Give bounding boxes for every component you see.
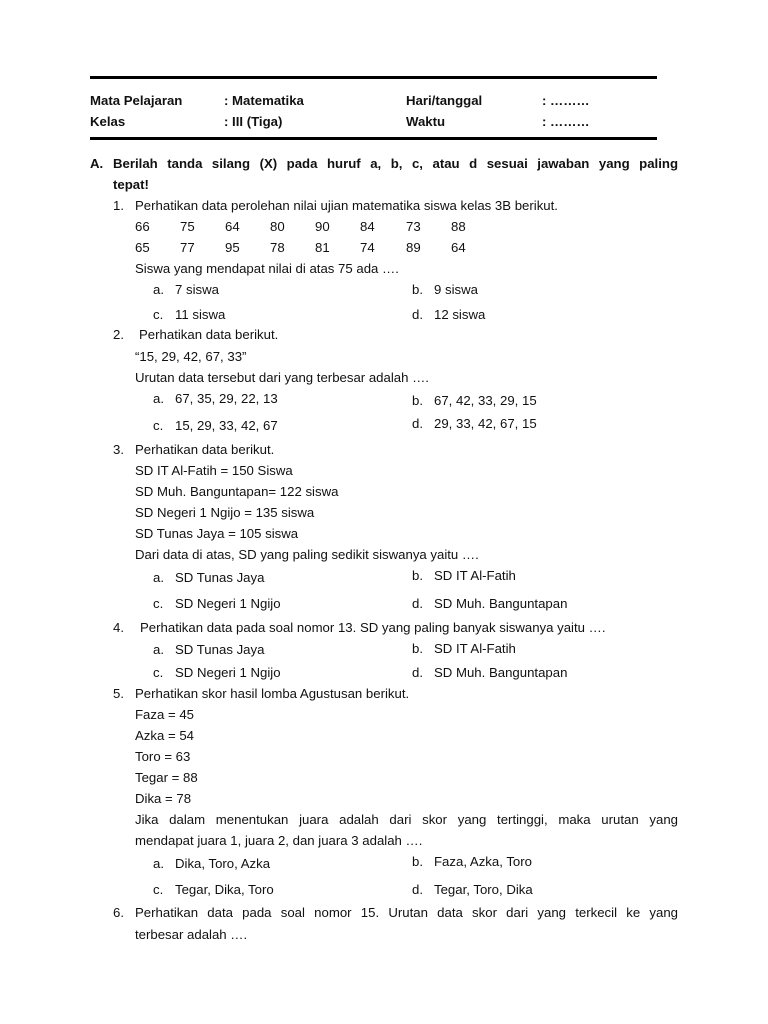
q4-option-c: SD Negeri 1 Ngijo: [175, 665, 281, 680]
q1-text: Perhatikan data perolehan nilai ujian matematika siswa kelas 3B berikut.: [135, 198, 558, 213]
q4-option-b-letter: b.: [412, 641, 423, 656]
q5-data-line: Tegar = 88: [135, 770, 198, 785]
q3-option-a-letter: a.: [153, 570, 164, 585]
class-label: Kelas: [90, 114, 126, 129]
q4-option-d: SD Muh. Banguntapan: [434, 665, 568, 680]
q1-option-b: 9 siswa: [434, 282, 478, 297]
section-instruction-line2: tepat!: [113, 177, 149, 192]
q1-option-c: 11 siswa: [175, 307, 226, 322]
q1-question: Siswa yang mendapat nilai di atas 75 ada ….: [135, 261, 399, 276]
q5-number: 5.: [113, 686, 124, 701]
q6-text-line2: terbesar adalah ….: [135, 927, 248, 942]
q1-score: 77: [180, 240, 195, 255]
q1-score: 66: [135, 219, 150, 234]
q4-option-a: SD Tunas Jaya: [175, 642, 265, 657]
class-value: : III (Tiga): [224, 114, 283, 129]
q5-option-b-letter: b.: [412, 854, 423, 869]
q3-option-c: SD Negeri 1 Ngijo: [175, 596, 281, 611]
q2-data: “15, 29, 42, 67, 33”: [135, 349, 247, 364]
bottom-rule: [90, 137, 657, 140]
q1-option-b-letter: b.: [412, 282, 423, 297]
q3-question: Dari data di atas, SD yang paling sedikit siswanya yaitu ….: [135, 547, 479, 562]
q1-score: 81: [315, 240, 330, 255]
q1-option-d: 12 siswa: [434, 307, 486, 322]
q3-option-a: SD Tunas Jaya: [175, 570, 265, 585]
q5-option-c-letter: c.: [153, 882, 164, 897]
q1-score: 64: [225, 219, 240, 234]
q5-option-a-letter: a.: [153, 856, 164, 871]
q1-option-a-letter: a.: [153, 282, 164, 297]
q1-option-d-letter: d.: [412, 307, 423, 322]
q5-option-d-letter: d.: [412, 882, 423, 897]
date-value: : ………: [542, 93, 590, 108]
q5-data-line: Faza = 45: [135, 707, 195, 722]
q4-option-c-letter: c.: [153, 665, 164, 680]
q4-number: 4.: [113, 620, 124, 635]
q3-data-line: SD IT Al-Fatih = 150 Siswa: [135, 463, 293, 478]
section-letter: A.: [90, 156, 104, 171]
q1-score: 80: [270, 219, 285, 234]
q3-option-c-letter: c.: [153, 596, 164, 611]
q1-score: 78: [270, 240, 285, 255]
q4-option-d-letter: d.: [412, 665, 423, 680]
q3-option-d: SD Muh. Banguntapan: [434, 596, 568, 611]
subject-value: : Matematika: [224, 93, 304, 108]
q5-data-line: Azka = 54: [135, 728, 195, 743]
q3-number: 3.: [113, 442, 124, 457]
q3-data-line: SD Tunas Jaya = 105 siswa: [135, 526, 299, 541]
q1-score: 90: [315, 219, 330, 234]
q1-score: 88: [451, 219, 466, 234]
q3-option-b: SD IT Al-Fatih: [434, 568, 516, 583]
q3-text: Perhatikan data berikut.: [135, 442, 275, 457]
subject-label: Mata Pelajaran: [90, 93, 183, 108]
q1-score: 89: [406, 240, 421, 255]
q1-score: 64: [451, 240, 466, 255]
q2-option-c: 15, 29, 33, 42, 67: [175, 418, 278, 433]
q5-option-a: Dika, Toro, Azka: [175, 856, 271, 871]
q5-question-line1: Jika dalam menentukan juara adalah dari skor yang tertinggi, maka urutan yang: [135, 812, 678, 827]
q1-number: 1.: [113, 198, 124, 213]
q4-option-a-letter: a.: [153, 642, 164, 657]
q5-text: Perhatikan skor hasil lomba Agustusan berikut.: [135, 686, 410, 701]
q1-score: 84: [360, 219, 375, 234]
q2-option-c-letter: c.: [153, 418, 164, 433]
time-label: Waktu: [406, 114, 446, 129]
q2-option-d-letter: d.: [412, 416, 423, 431]
q3-option-b-letter: b.: [412, 568, 423, 583]
q1-score: 74: [360, 240, 375, 255]
q3-data-line: SD Muh. Banguntapan= 122 siswa: [135, 484, 339, 499]
q2-option-a-letter: a.: [153, 391, 164, 406]
date-label: Hari/tanggal: [406, 93, 483, 108]
q1-score: 65: [135, 240, 150, 255]
q2-option-a: 67, 35, 29, 22, 13: [175, 391, 278, 406]
q4-text: Perhatikan data pada soal nomor 13. SD yang paling banyak siswanya yaitu ….: [140, 620, 606, 635]
q2-option-d: 29, 33, 42, 67, 15: [434, 416, 537, 431]
q6-text-line1: Perhatikan data pada soal nomor 15. Urutan data skor dari yang terkecil ke yang: [135, 905, 678, 920]
q3-data-line: SD Negeri 1 Ngijo = 135 siswa: [135, 505, 315, 520]
section-instruction-line1: Berilah tanda silang (X) pada huruf a, b, c, atau d sesuai jawaban yang paling: [113, 156, 678, 171]
q3-option-d-letter: d.: [412, 596, 423, 611]
q2-text: Perhatikan data berikut.: [139, 327, 279, 342]
q1-option-c-letter: c.: [153, 307, 164, 322]
q2-question: Urutan data tersebut dari yang terbesar adalah ….: [135, 370, 429, 385]
q5-data-line: Toro = 63: [135, 749, 191, 764]
q5-option-b: Faza, Azka, Toro: [434, 854, 532, 869]
q5-question-line2: mendapat juara 1, juara 2, dan juara 3 adalah ….: [135, 833, 423, 848]
q2-option-b-letter: b.: [412, 393, 423, 408]
q2-number: 2.: [113, 327, 124, 342]
top-rule: [90, 76, 657, 79]
q5-option-c: Tegar, Dika, Toro: [175, 882, 274, 897]
time-value: : ………: [542, 114, 590, 129]
q1-score: 73: [406, 219, 421, 234]
q5-data-line: Dika = 78: [135, 791, 192, 806]
q1-score: 95: [225, 240, 240, 255]
q2-option-b: 67, 42, 33, 29, 15: [434, 393, 537, 408]
q6-number: 6.: [113, 905, 124, 920]
q5-option-d: Tegar, Toro, Dika: [434, 882, 533, 897]
q4-option-b: SD IT Al-Fatih: [434, 641, 516, 656]
q1-option-a: 7 siswa: [175, 282, 219, 297]
q1-score: 75: [180, 219, 195, 234]
